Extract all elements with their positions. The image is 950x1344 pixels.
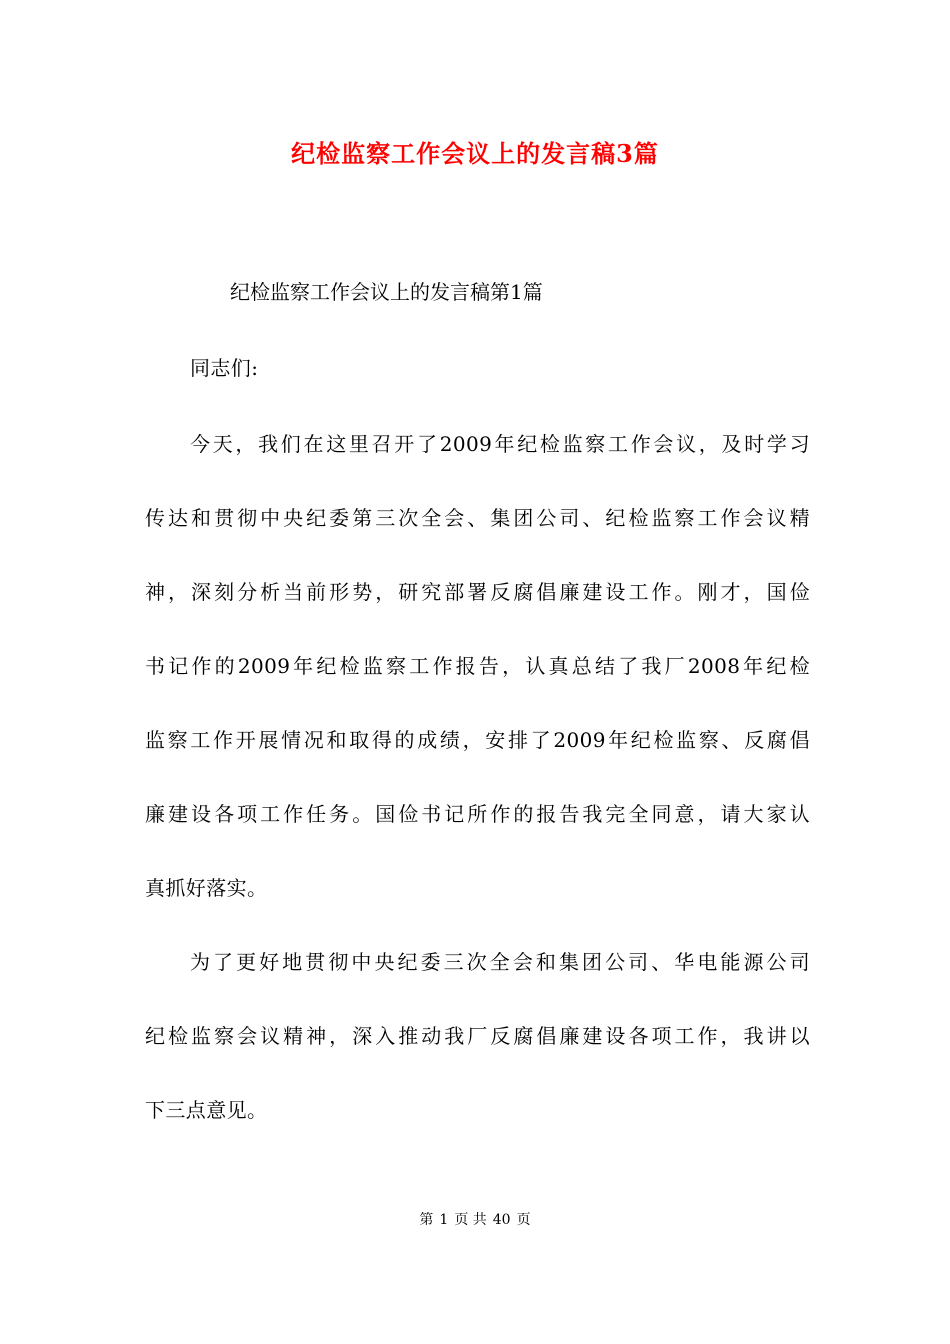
paragraph-1-line-4: 书记作的2009年纪检监察工作报告，认真总结了我厂2008年纪检 [145,654,810,678]
paragraph-1-line-1: 今天，我们在这里召开了2009年纪检监察工作会议，及时学习 [190,432,810,456]
footer-current-page: 1 [439,1212,449,1228]
footer-total-pages: 40 [492,1212,511,1228]
page-footer [0,1210,950,1230]
paragraph-1-line-3: 神，深刻分析当前形势，研究部署反腐倡廉建设工作。刚才，国俭 [145,580,810,604]
paragraph-2-line-1: 为了更好地贯彻中央纪委三次全会和集团公司、华电能源公司 [190,950,810,974]
paragraph-1-line-2: 传达和贯彻中央纪委第三次全会、集团公司、纪检监察工作会议精 [145,506,810,530]
footer-prefix: 第 [419,1212,434,1228]
footer-mid: 页 共 [454,1212,487,1228]
paragraph-1-line-6: 廉建设各项工作任务。国俭书记所作的报告我完全同意，请大家认 [145,802,810,826]
section-subtitle: 纪检监察工作会议上的发言稿第1篇 [230,280,543,304]
paragraph-2-line-2: 纪检监察会议精神，深入推动我厂反腐倡廉建设各项工作，我讲以 [145,1024,810,1048]
footer-suffix: 页 [516,1212,531,1228]
paragraph-1-line-5: 监察工作开展情况和取得的成绩，安排了2009年纪检监察、反腐倡 [145,728,810,752]
paragraph-1-line-7: 真抓好落实。 [145,876,268,900]
salutation: 同志们: [190,356,259,380]
document-title: 纪检监察工作会议上的发言稿3篇 [291,139,659,168]
paragraph-2-line-3: 下三点意见。 [145,1098,268,1122]
